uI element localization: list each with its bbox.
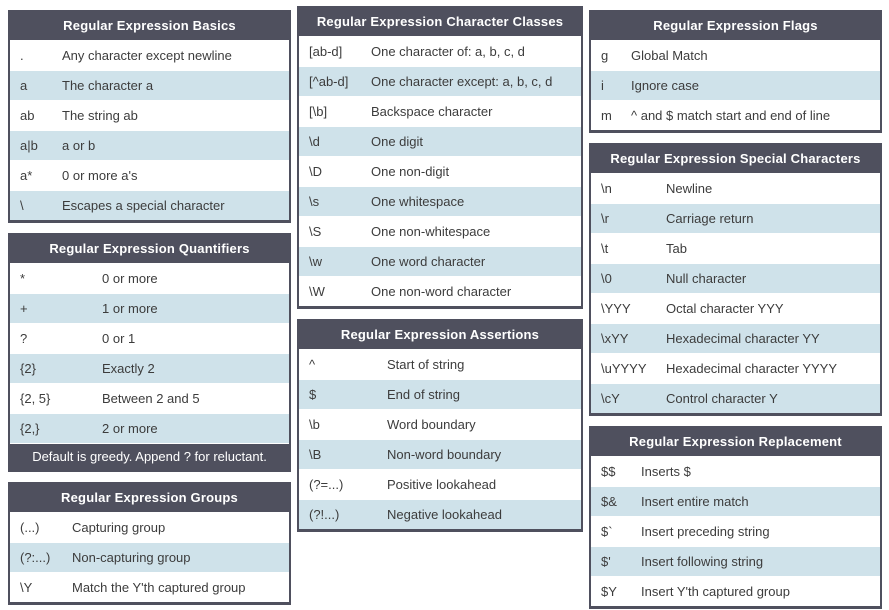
row-key: \b bbox=[309, 416, 320, 432]
row-key: \t bbox=[601, 240, 609, 256]
row-value: Tab bbox=[666, 240, 687, 256]
row-value: One word character bbox=[371, 253, 486, 269]
row-key: \B bbox=[309, 446, 322, 462]
table-row bbox=[299, 36, 581, 66]
row-key: \ bbox=[20, 197, 24, 213]
row-value: One character of: a, b, c, d bbox=[371, 43, 525, 59]
table-row bbox=[591, 353, 880, 383]
table-title: Regular Expression Replacement bbox=[591, 428, 880, 456]
row-key: \xYY bbox=[601, 330, 629, 346]
table-row bbox=[591, 576, 880, 606]
row-value: Any character except newline bbox=[62, 47, 232, 63]
row-value: One whitespace bbox=[371, 193, 465, 209]
table-row bbox=[591, 40, 880, 70]
row-value: Exactly 2 bbox=[102, 360, 155, 376]
table-row bbox=[299, 96, 581, 126]
row-value: Match the Y'th captured group bbox=[72, 579, 246, 595]
row-value: End of string bbox=[387, 386, 460, 402]
row-key: $` bbox=[601, 523, 613, 539]
row-key: {2} bbox=[20, 360, 36, 376]
table-row bbox=[591, 233, 880, 263]
row-key: \D bbox=[309, 163, 322, 179]
table-row bbox=[10, 353, 289, 383]
row-value: Insert following string bbox=[641, 553, 764, 569]
row-key: {2, 5} bbox=[20, 390, 51, 406]
table-row bbox=[591, 70, 880, 100]
row-key: ? bbox=[20, 330, 28, 346]
table-row bbox=[10, 100, 289, 130]
table-row bbox=[591, 486, 880, 516]
row-value: One character except: a, b, c, d bbox=[371, 73, 553, 89]
row-value: Insert Y'th captured group bbox=[641, 583, 790, 599]
row-value: a or b bbox=[62, 137, 96, 153]
row-value: Carriage return bbox=[666, 210, 754, 226]
table-row bbox=[10, 130, 289, 160]
row-value: Insert preceding string bbox=[641, 523, 770, 539]
row-key: \d bbox=[309, 133, 320, 149]
row-value: Octal character YYY bbox=[666, 300, 784, 316]
table-replacement bbox=[589, 426, 882, 609]
table-row bbox=[299, 499, 581, 529]
table-row bbox=[591, 263, 880, 293]
table-row bbox=[299, 156, 581, 186]
table-footer-note: Default is greedy. Append ? for reluctant. bbox=[10, 443, 289, 469]
table-row bbox=[10, 70, 289, 100]
row-key: ab bbox=[20, 107, 35, 123]
row-key: \S bbox=[309, 223, 322, 239]
row-key: . bbox=[20, 47, 24, 63]
row-key: \n bbox=[601, 180, 612, 196]
row-key: m bbox=[601, 107, 612, 123]
table-title: Regular Expression Basics bbox=[10, 12, 289, 40]
row-key: (?=...) bbox=[309, 476, 344, 492]
table-special bbox=[589, 143, 882, 416]
row-key: a bbox=[20, 77, 28, 93]
row-value: Non-capturing group bbox=[72, 549, 191, 565]
row-key: [ab-d] bbox=[309, 43, 343, 59]
row-key: \w bbox=[309, 253, 322, 269]
row-key: \r bbox=[601, 210, 609, 226]
table-row bbox=[10, 542, 289, 572]
row-value: Positive lookahead bbox=[387, 476, 497, 492]
row-key: \W bbox=[309, 283, 325, 299]
row-value: Non-word boundary bbox=[387, 446, 502, 462]
row-key: (...) bbox=[20, 519, 40, 535]
row-value: Hexadecimal character YYYY bbox=[666, 360, 838, 376]
table-title: Regular Expression Flags bbox=[591, 12, 880, 40]
row-value: Null character bbox=[666, 270, 747, 286]
row-key: i bbox=[601, 77, 604, 93]
row-key: $ bbox=[309, 386, 317, 402]
table-row bbox=[10, 190, 289, 220]
table-row bbox=[10, 383, 289, 413]
row-key: \s bbox=[309, 193, 320, 209]
row-key: g bbox=[601, 47, 609, 63]
table-row bbox=[10, 413, 289, 443]
table-row bbox=[591, 293, 880, 323]
row-key: \Y bbox=[20, 579, 33, 595]
table-row bbox=[299, 409, 581, 439]
table-row bbox=[591, 323, 880, 353]
row-key: \cY bbox=[601, 390, 620, 406]
row-value: 0 or more bbox=[102, 270, 158, 286]
table-row bbox=[299, 66, 581, 96]
table-title: Regular Expression Special Characters bbox=[591, 145, 880, 173]
row-key: \0 bbox=[601, 270, 612, 286]
table-title: Regular Expression Groups bbox=[10, 484, 289, 512]
row-key: [^ab-d] bbox=[309, 73, 349, 89]
table-row bbox=[10, 512, 289, 542]
table-row bbox=[591, 173, 880, 203]
row-key: [\b] bbox=[309, 103, 328, 119]
table-title: Regular Expression Quantifiers bbox=[10, 235, 289, 263]
table-groups bbox=[8, 482, 291, 605]
table-charclasses bbox=[297, 6, 583, 309]
column-middle bbox=[297, 6, 583, 609]
row-key: (?:...) bbox=[20, 549, 51, 565]
table-basics bbox=[8, 10, 291, 223]
table-row bbox=[299, 276, 581, 306]
column-left bbox=[8, 10, 291, 609]
row-value: One non-digit bbox=[371, 163, 450, 179]
table-row bbox=[10, 572, 289, 602]
row-value: Insert entire match bbox=[641, 493, 749, 509]
table-assertions bbox=[297, 319, 583, 532]
row-key: $& bbox=[601, 493, 617, 509]
row-value: 2 or more bbox=[102, 420, 158, 436]
table-row bbox=[299, 439, 581, 469]
row-value: Word boundary bbox=[387, 416, 476, 432]
row-value: One non-whitespace bbox=[371, 223, 491, 239]
row-value: The character a bbox=[62, 77, 154, 93]
row-value: Start of string bbox=[387, 356, 465, 372]
row-key: + bbox=[20, 300, 28, 316]
table-row bbox=[591, 383, 880, 413]
row-key: \uYYYY bbox=[601, 360, 647, 376]
row-value: Inserts $ bbox=[641, 463, 691, 479]
table-row bbox=[299, 246, 581, 276]
row-value: Hexadecimal character YY bbox=[666, 330, 820, 346]
row-value: Newline bbox=[666, 180, 713, 196]
table-row bbox=[299, 126, 581, 156]
row-key: * bbox=[20, 270, 26, 286]
row-key: a|b bbox=[20, 137, 38, 153]
table-row bbox=[10, 323, 289, 353]
row-value: Control character Y bbox=[666, 390, 778, 406]
row-value: Escapes a special character bbox=[62, 197, 225, 213]
row-value: One non-word character bbox=[371, 283, 512, 299]
row-value: 0 or more a's bbox=[62, 167, 138, 183]
row-key: (?!...) bbox=[309, 506, 340, 522]
table-quantifiers bbox=[8, 233, 291, 472]
table-row bbox=[10, 293, 289, 323]
table-row bbox=[299, 349, 581, 379]
row-key: $' bbox=[601, 553, 611, 569]
row-value: Ignore case bbox=[631, 77, 699, 93]
row-value: Global Match bbox=[631, 47, 708, 63]
table-row bbox=[299, 186, 581, 216]
table-row bbox=[591, 546, 880, 576]
table-row bbox=[591, 203, 880, 233]
table-row bbox=[299, 379, 581, 409]
column-right bbox=[589, 10, 882, 609]
row-value: Negative lookahead bbox=[387, 506, 502, 522]
table-title: Regular Expression Character Classes bbox=[299, 8, 581, 36]
table-row bbox=[10, 160, 289, 190]
row-value: 1 or more bbox=[102, 300, 158, 316]
row-key: \YYY bbox=[601, 300, 631, 316]
row-key: $$ bbox=[601, 463, 616, 479]
table-row bbox=[299, 469, 581, 499]
row-value: Capturing group bbox=[72, 519, 166, 535]
row-value: Backspace character bbox=[371, 103, 493, 119]
row-value: Between 2 and 5 bbox=[102, 390, 200, 406]
row-value: The string ab bbox=[62, 107, 138, 123]
row-value: 0 or 1 bbox=[102, 330, 136, 346]
row-value: ^ and $ match start and end of line bbox=[631, 107, 831, 123]
row-value: One digit bbox=[371, 133, 424, 149]
table-row bbox=[10, 263, 289, 293]
table-row bbox=[299, 216, 581, 246]
table-row bbox=[591, 456, 880, 486]
table-flags bbox=[589, 10, 882, 133]
row-key: ^ bbox=[309, 356, 316, 372]
table-row bbox=[10, 40, 289, 70]
table-row bbox=[591, 100, 880, 130]
row-key: {2,} bbox=[20, 420, 40, 436]
table-row bbox=[591, 516, 880, 546]
table-title: Regular Expression Assertions bbox=[299, 321, 581, 349]
row-key: $Y bbox=[601, 583, 617, 599]
row-key: a* bbox=[20, 167, 33, 183]
